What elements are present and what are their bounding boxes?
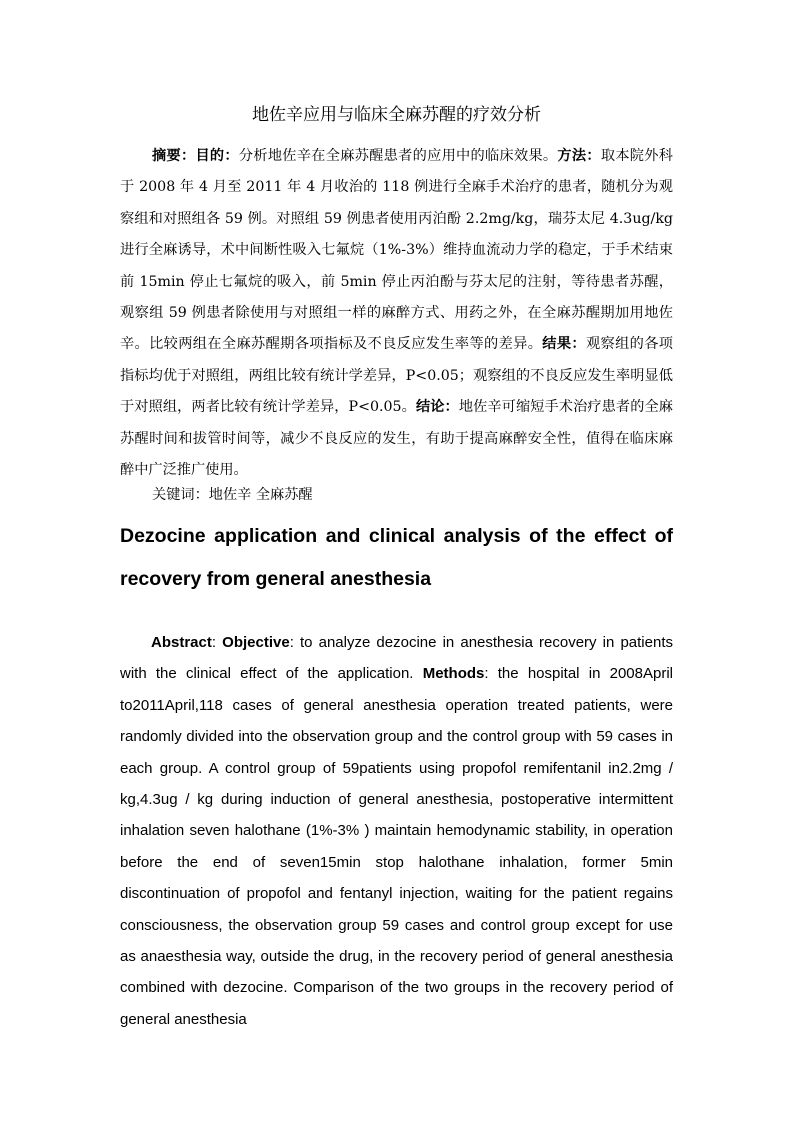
en-methods-text: : the hospital in 2008April to2011April,118 cases of general anesthesia operation treated patients, were randomly divided into the observation group and the control group with 59 cases in each group. A control group of 59patients using propofol remifentanil in2.2mg / kg,4.3ug / kg during induction of general anesthesia, postoperative intermittent inhalation seven halothane (1%-3% ) maintain hemodynamic stability, in operation before the end of seven15min stop halothane inhalation, former 5min discontinuation of propofol and fentanyl injection, waiting for the patient regains consciousness, the observation group 59 cases and control group except for use as anaesthesia way, outside the drug, in the recovery period of general anesthesia combined with dezocine. Comparison of the two groups in the recovery period of general anesthesia [120,665,673,1028]
conclusion-label: 结论： [415,399,459,416]
conclusion-text: 地佐辛可缩短手术治疗患者的全麻苏醒时间和拔管时间等，减少不良反应的发生，有助于提高麻醉安全性，值得在临床麻醉中广泛推广使用。 [120,399,673,479]
abstract-label: 摘要： [152,148,196,164]
chinese-keywords [152,480,673,511]
results-text: 观察组的各项指标均优于对照组，两组比较有统计学差异，P<0.05；观察组的不良反应发生率明显低于对照组，两者比较有统计学差异，P<0.05。 [120,336,673,416]
objective-text: 分析地佐辛在全麻苏醒患者的应用中的临床效果。 [238,148,558,164]
keywords-text: 地佐辛 全麻苏醒 [208,487,313,503]
results-label: 结果： [542,336,586,353]
objective-label: 目的： [195,148,239,164]
chinese-title: 地佐辛应用与临床全麻苏醒的疗效分析 [252,105,541,125]
english-abstract: Abstract: Objective: to analyze dezocine in anesthesia recovery in patients with the clinical effect of the application. Methods: the hospital in 2008April to2011April,118 cases of general anesthesia operation treated patients, were randomly divided into the observation group and the control group with 59 cases in each group. A control group of 59patients using propofol remifentanil in2.2mg / kg,4.3ug / kg during induction of general anesthesia, postoperative intermittent inhalation seven halothane (1%-3% ) maintain hemodynamic stability, in operation before the end of seven15min stop halothane inhalation, former 5min discontinuation of propofol and fentanyl injection, waiting for the patient regains consciousness, the observation group 59 cases and control group except for use as anaesthesia way, outside the drug, in the recovery period of general anesthesia combined with dezocine. Comparison of the two groups in the recovery period of general anesthesia [120,634,673,1028]
en-abstract-label: Abstract [151,634,212,651]
methods-text: 取本院外科于 2008 年 4 月至 2011 年 4 月收治的 118 例进行全麻手术治疗的患者，随机分为观察组和对照组各 59 例。对照组 59 例患者使用丙泊酚 2.2mg/kg，瑞芬太尼 4.3ug/kg 进行全麻诱导，术中间断性吸入七氟烷（1%-3%）维持血流动力学的稳定，于手术结束前 15min 停止七氟烷的吸入，前 5min 停止丙泊酚与芬太尼的注射，等待患者苏醒，观察组 59 例患者除使用与对照组一样的麻醉方式、用药之外，在全麻苏醒期加用地佐辛。比较两组在全麻苏醒期各项指标及不良反应发生率等的差异。 [120,148,673,353]
en-objective-text: : to analyze dezocine in anesthesia recovery in patients with the clinical effect of the application. [120,634,673,683]
english-title: Dezocine application and clinical analysis of the effect of recovery from general anesthesia [120,525,673,590]
en-objective-label: Objective [222,634,290,651]
chinese-abstract [120,141,673,486]
keywords-label: 关键词： [152,487,209,503]
methods-label: 方法： [557,148,601,164]
en-methods-label: Methods [422,665,485,683]
